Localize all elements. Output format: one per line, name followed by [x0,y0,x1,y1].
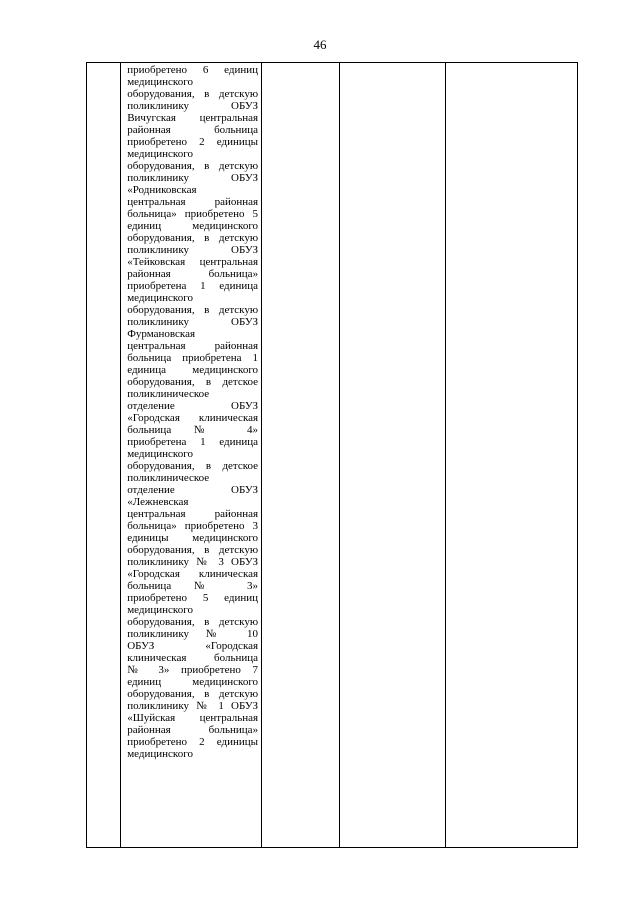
cell-text-line: больница приобретена 1 [127,352,259,364]
cell-text-line: приобретено 2 единицы [127,736,259,748]
cell-text-line: центральная районная [127,196,259,208]
cell-text-line: больница» приобретено 3 [127,520,259,532]
cell-text-line: районная больница [127,124,259,136]
cell-text-line: оборудования, в детскую [127,616,259,628]
table-cell-index [87,63,121,848]
cell-text-line: медицинского [127,748,193,760]
cell-text-line: районная больница» [127,268,259,280]
cell-text-line: «Городская клиническая [127,412,259,424]
cell-text-line: больница № 4» [127,424,259,436]
cell-text-line: поликлинику ОБУЗ [127,244,259,256]
table-cell-description [121,63,262,848]
cell-text-line: оборудования, в детскую [127,304,259,316]
cell-text-line: приобретено 6 единиц [127,64,259,76]
cell-text-line: центральная районная [127,508,259,520]
cell-text-line: «Шуйская центральная [127,712,259,724]
cell-text-line: «Тейковская центральная [127,256,259,268]
cell-text-line: поликлинику № 3 ОБУЗ [127,556,259,568]
cell-text-line: медицинского [127,604,193,616]
cell-text-line: единица медицинского [127,364,259,376]
cell-text-line: медицинского [127,292,193,304]
cell-text-line: единиц медицинского [127,220,259,232]
cell-text-line: приобретена 1 единица [127,280,259,292]
cell-text-line: оборудования, в детскую [127,544,259,556]
table-row [87,63,578,848]
cell-text-line: № 3» приобретено 7 [127,664,259,676]
cell-text-line: больница № 3» [127,580,259,592]
cell-text-line: отделение ОБУЗ [127,400,259,412]
cell-text-line: оборудования, в детское [127,460,259,472]
cell-text-line: районная больница» [127,724,259,736]
cell-text-line: «Городская клиническая [127,568,259,580]
cell-text-line: поликлинику ОБУЗ [127,100,259,112]
cell-text-line: больница» приобретено 5 [127,208,259,220]
cell-text-line: поликлинику № 1 ОБУЗ [127,700,259,712]
table-cell-empty-4 [339,63,446,848]
cell-text-line: «Родниковская [127,184,197,196]
cell-text-line: Вичугская центральная [127,112,259,124]
document-table [86,62,578,848]
cell-text-line: приобретена 1 единица [127,436,259,448]
cell-text-line: поликлинику ОБУЗ [127,172,259,184]
cell-text-line: приобретено 2 единицы [127,136,259,148]
cell-text-line: поликлинику ОБУЗ [127,316,259,328]
cell-text-line: оборудования, в детское [127,376,259,388]
cell-text-line: оборудования, в детскую [127,160,259,172]
cell-text-line: клиническая больница [127,652,259,664]
cell-text-line: поликлиническое [127,388,210,400]
cell-text-line: оборудования, в детскую [127,88,259,100]
cell-text-line: поликлинику № 10 [127,628,259,640]
cell-text-line: медицинского [127,76,193,88]
cell-text-line: медицинского [127,448,193,460]
cell-text-line: центральная районная [127,340,259,352]
cell-text-line: «Лежневская [127,496,189,508]
cell-text-line: оборудования, в детскую [127,688,259,700]
cell-text-line: Фурмановская [127,328,196,340]
cell-text-line: оборудования, в детскую [127,232,259,244]
table-cell-empty-5 [446,63,578,848]
cell-text-line: ОБУЗ «Городская [127,640,259,652]
table-cell-empty-3 [262,63,339,848]
page-number: 46 [313,37,327,52]
cell-text-line: поликлиническое [127,472,210,484]
cell-text-line: отделение ОБУЗ [127,484,259,496]
cell-text-line: единицы медицинского [127,532,259,544]
cell-text-line: медицинского [127,148,193,160]
cell-text-line: приобретено 5 единиц [127,592,259,604]
cell-text-line: единиц медицинского [127,676,259,688]
